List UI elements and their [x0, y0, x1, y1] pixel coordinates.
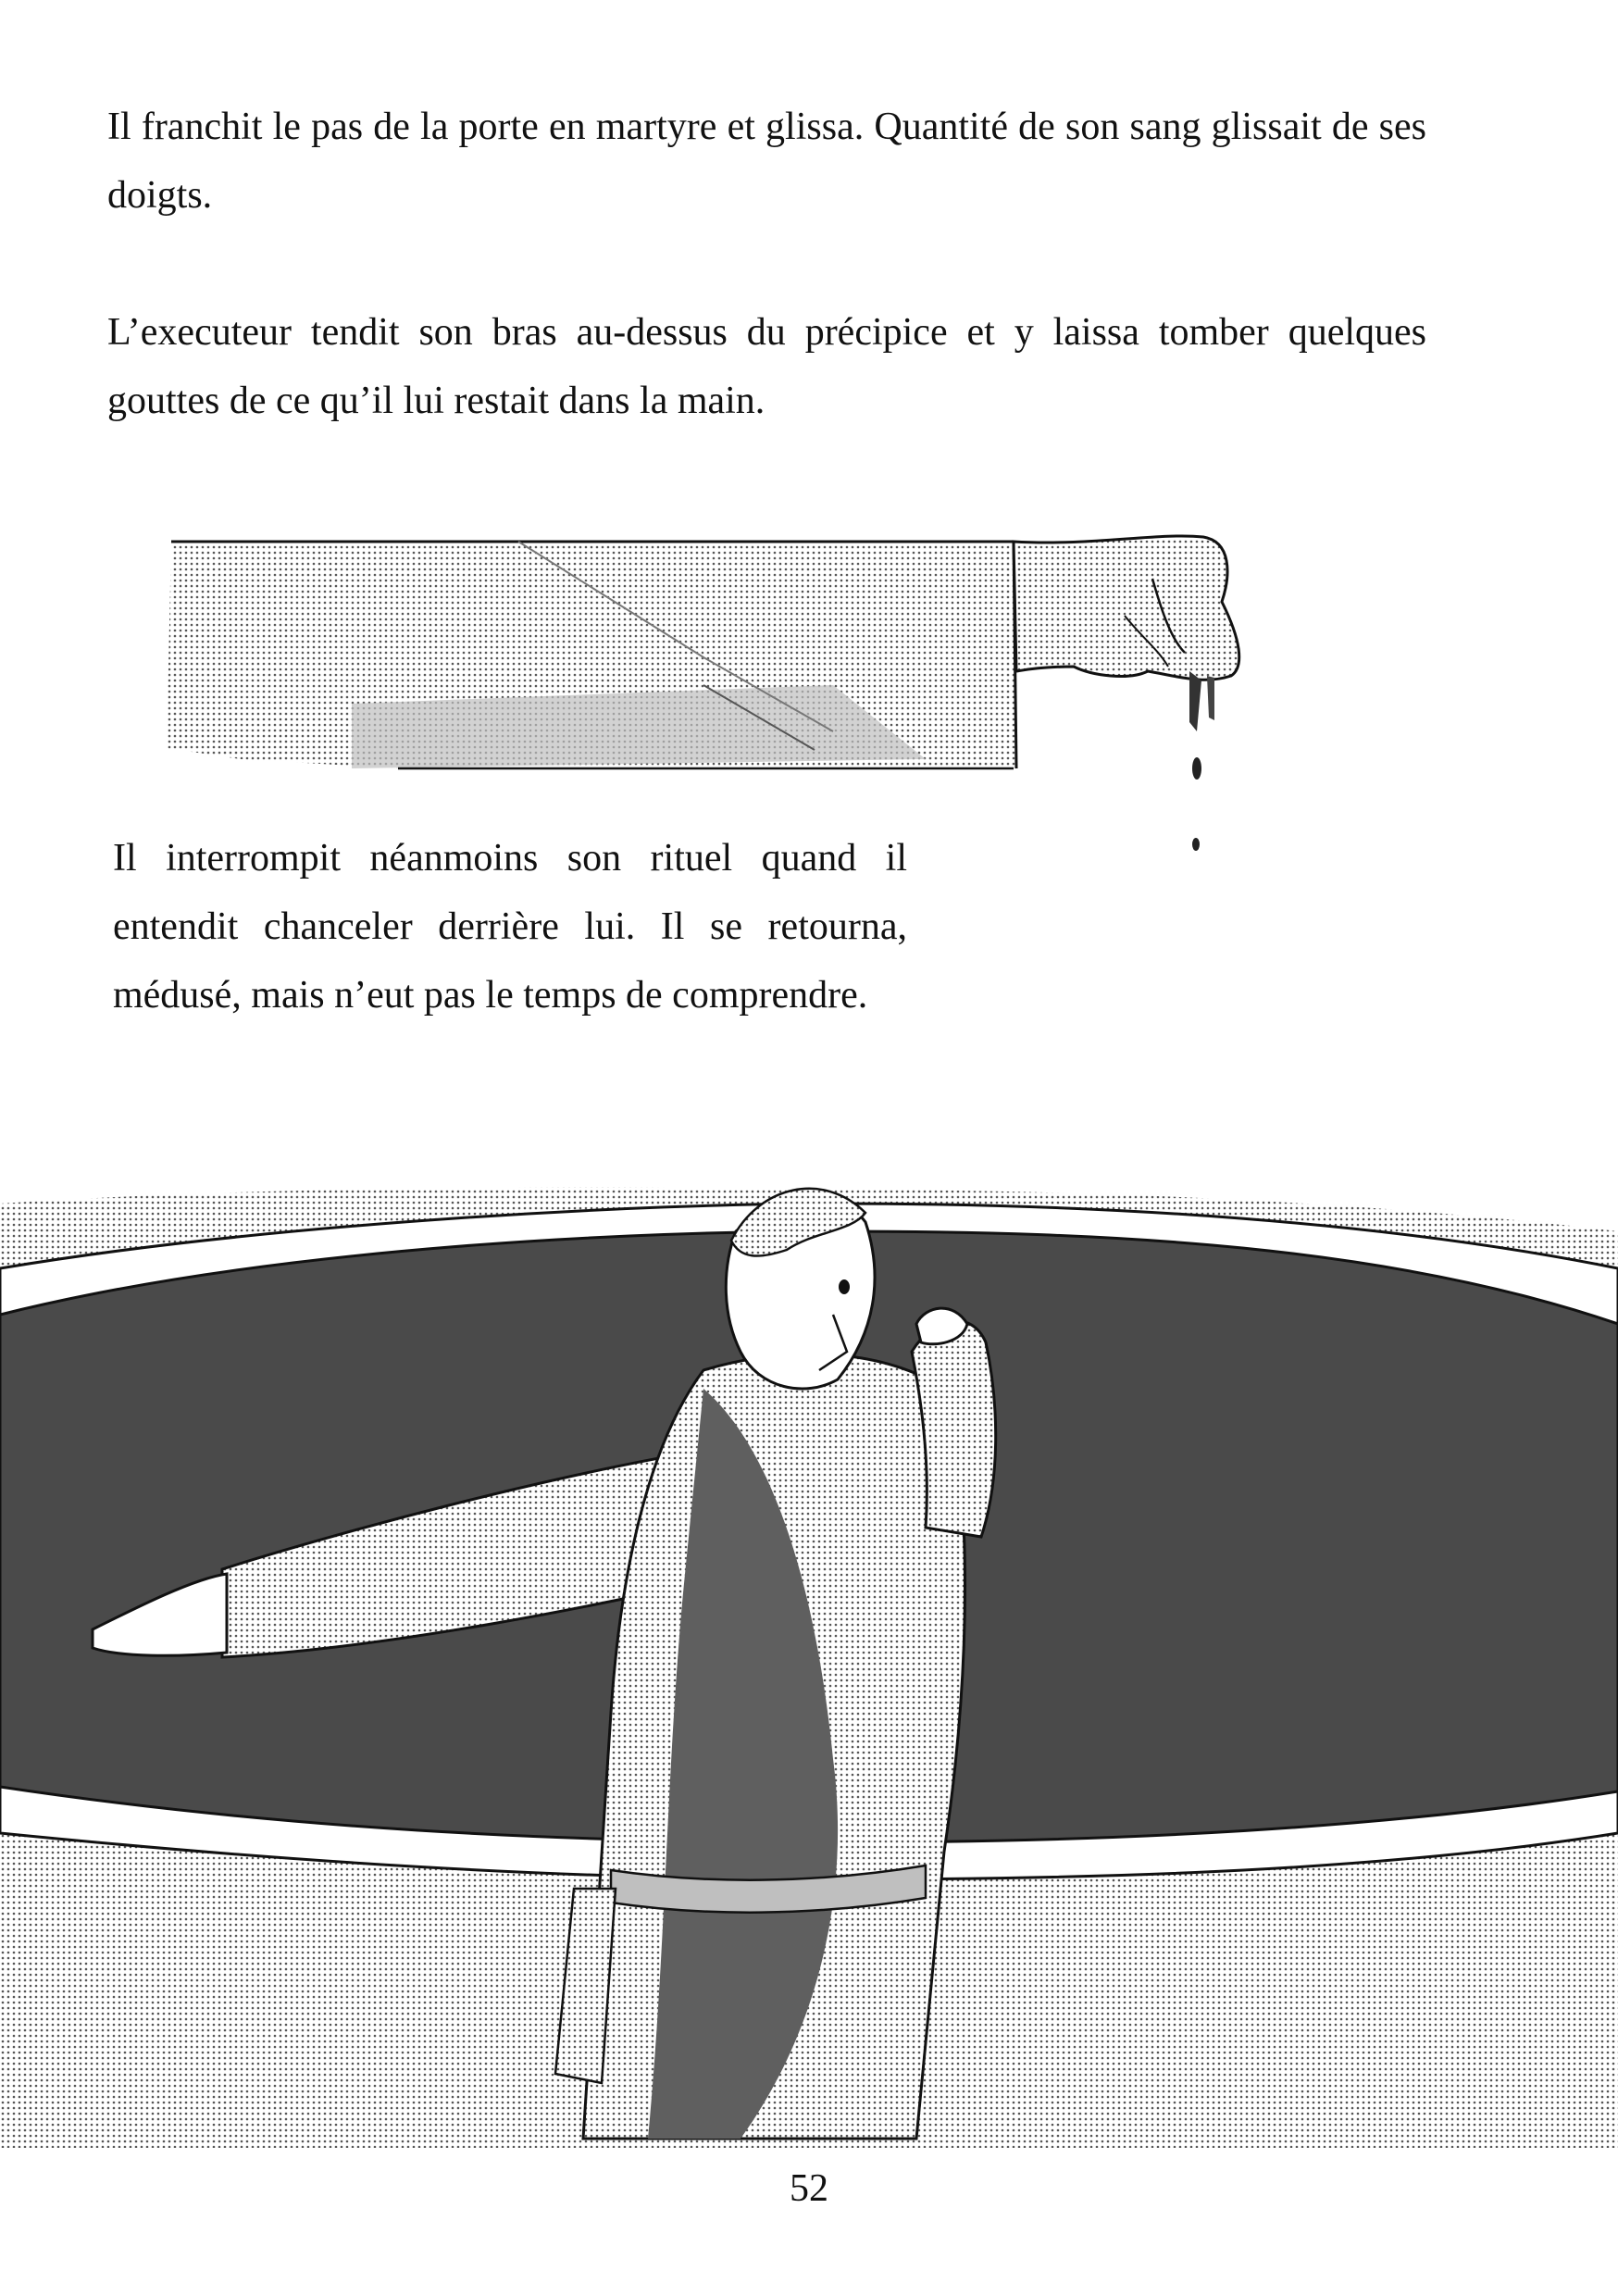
- paragraph-2: L’executeur tendit son bras au-dessus du précipice et y laissa tomber quelques gouttes de ce qu’il lui restait dans la main.: [107, 311, 1426, 422]
- paragraph-1: Il franchit le pas de la porte en martyre et glissa. Quantité de son sang glissait de ses doigts.: [107, 106, 1426, 217]
- paragraph-3: Il interrompit néanmoins son rituel quand il entendit chanceler derrière lui. Il se retourna, médusé, mais n’eut pas le temps de comprendre.: [113, 837, 907, 1017]
- page-number: 52: [790, 2167, 828, 2210]
